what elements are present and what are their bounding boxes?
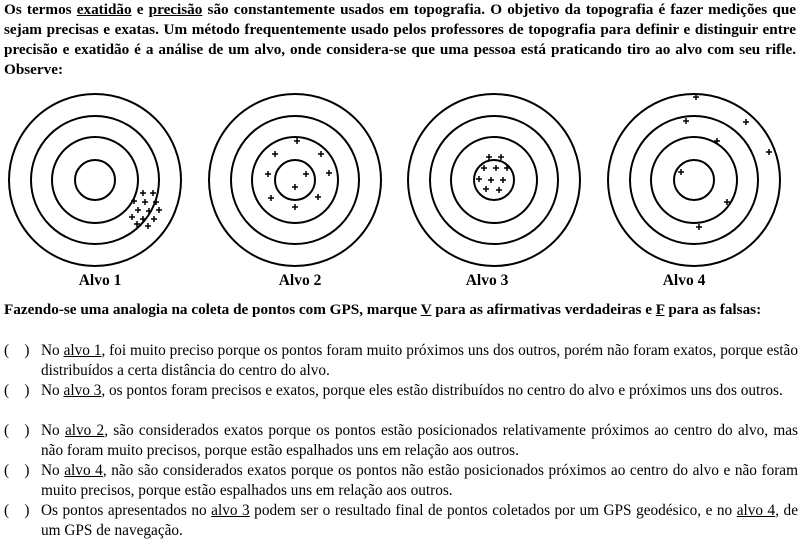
answer-blank-3[interactable]: ( ) (4, 422, 30, 439)
mark-f: F (655, 301, 665, 318)
target-3 (404, 90, 584, 270)
target-1-label: Alvo 1 (78, 272, 122, 289)
statement-1: ( ) No alvo 1, foi muito preciso porque os pontos foram muito próximos uns dos outros, porém não foram exatos, porque estão distribuídos a certa distância do centro do alvo. (4, 342, 798, 379)
term-precisao: precisão (148, 1, 203, 18)
shot-mark (743, 119, 749, 125)
shot-mark (140, 190, 146, 196)
target-2-label: Alvo 2 (278, 272, 322, 289)
shot-mark (481, 165, 487, 171)
target-1 (5, 90, 185, 270)
shot-mark (156, 207, 162, 213)
target-4-label: Alvo 4 (662, 272, 706, 289)
shot-mark (476, 176, 482, 182)
instruction-text: Fazendo-se uma analogia na coleta de pontos com GPS, marque V para as afirmativas verdadeiras e F para as falsas: (4, 301, 762, 318)
shot-mark (265, 171, 271, 177)
answer-blank-1[interactable]: ( ) (4, 342, 30, 359)
shot-mark (498, 154, 504, 160)
shot-mark (500, 177, 506, 183)
shot-mark (294, 138, 300, 144)
answer-blank-2[interactable]: ( ) (4, 382, 30, 399)
shot-mark (326, 170, 332, 176)
shot-mark (303, 171, 309, 177)
shot-mark (145, 223, 151, 229)
statement-list (4, 341, 798, 541)
shot-mark (151, 216, 157, 222)
shot-mark (678, 169, 684, 175)
answer-blank-5[interactable]: ( ) (4, 502, 30, 519)
shot-mark (292, 184, 298, 190)
statement-3: ( ) No alvo 2, são considerados exatos porque os pontos estão posicionados relativamente próximos ao centro do alvo, mas não foram muito precisos, porque estão espalhados uns em relação aos outros. (4, 422, 798, 459)
answer-blank-4[interactable]: ( ) (4, 462, 30, 479)
statement-4: ( ) No alvo 4, não são considerados exatos porque os pontos não estão posicionados próximos ao centro do alvo e não foram muito precisos, porque estão espalhados uns em relação aos outros. (4, 462, 798, 499)
statement-2: ( ) No alvo 3, os pontos foram precisos e exatos, porque eles estão distribuídos no centro do alvo e próximos uns dos outros. (4, 381, 798, 421)
shot-mark (315, 194, 321, 200)
shot-mark (483, 186, 489, 192)
target-2 (205, 90, 385, 270)
shot-mark (488, 177, 494, 183)
intro-paragraph: Os termos exatidão e precisão são constantemente usados em topografia. O objetivo da topografia é fazer medições que sejam precisas e exatas. Um método frequentemente usado pelos professores de topografia para definir e distinguir entre precisão e exatidão é a análise de um alvo, onde considera-se que uma pessoa está praticando tiro ao alvo com seu rifle. Observe: (4, 1, 797, 78)
shot-mark (142, 199, 148, 205)
shot-mark (496, 187, 502, 193)
shot-mark (272, 151, 278, 157)
shot-mark (129, 214, 135, 220)
shot-mark (150, 190, 156, 196)
shot-mark (135, 207, 141, 213)
mark-v: V (420, 301, 432, 318)
shot-mark (292, 204, 298, 210)
shot-mark (318, 151, 324, 157)
shot-mark (766, 149, 772, 155)
shot-mark (696, 224, 702, 230)
shot-mark (486, 154, 492, 160)
shot-mark (493, 165, 499, 171)
target-4 (604, 90, 784, 270)
term-exatidao: exatidão (76, 1, 132, 18)
target-3-label: Alvo 3 (465, 272, 509, 289)
shot-mark (268, 195, 274, 201)
statement-5: ( ) Os pontos apresentados no alvo 3 podem ser o resultado final de pontos coletados por um GPS geodésico, e no alvo 4, de um GPS de navegação. (4, 502, 798, 539)
targets-figure (0, 90, 799, 270)
shot-mark (683, 118, 689, 124)
